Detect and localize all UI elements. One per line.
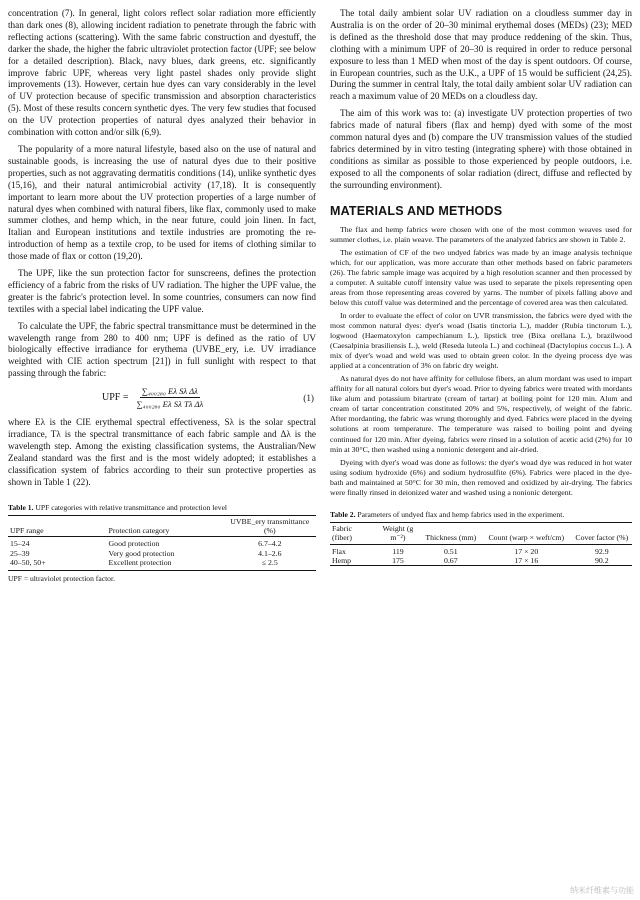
upf-categories-table — [8, 515, 316, 571]
table-cell: 15–24 — [10, 539, 30, 549]
table-caption — [330, 510, 632, 519]
equation-lhs: UPF = — [102, 392, 129, 404]
column-header: UVBE_ery transmittance (%) — [230, 517, 310, 536]
table-caption-text: Parameters of undyed flax and hemp fabrics used in the experiment. — [355, 509, 565, 519]
methods-paragraph: Dyeing with dyer's woad was done as follows: the dyer's woad dye was reduced in hot water using sodium hydroxide (6%) and sodium hydrosulfite (6%). Fabrics were placed in the dye-bath and maintained at 50°C for 30 min, then removed and oxidized by air-drying. The fabrics were finally rinsed in deionized water and washed using a nonionic detergent. — [330, 457, 632, 497]
table-caption-label: Table 2. — [330, 509, 356, 519]
table-cell: 0.51 — [443, 546, 458, 556]
left-column — [8, 8, 316, 583]
table-cell: 17 × 16 — [514, 556, 539, 566]
body-paragraph: The aim of this work was to: (a) investigate UV protection properties of two fabrics made of natural fibers (flax and hemp) dyed with some of the most common natural dyes and (b) compare the UV transmission values of the studied fabrics determined by in vitro testing (integrating sphere) with those obtained in conditions as similar as possible to those experienced by people outdoors, i.e. exposed to all the components of solar radiation (direct, diffuse and reflected by the surrounding environment). — [330, 108, 632, 190]
body-paragraph: To calculate the UPF, the fabric spectral transmittance must be determined in the wavelength range from 280 to 400 nm; UPF is defined as the ratio of UV biologically effective irradiance for erythema (UVBE_ery, i.e. UV irradiance weighted with CIE action spectrum [21]) in full sunlight with respect to that passing through the fabric: — [8, 320, 316, 379]
column-header: Thickness (mm) — [425, 533, 477, 543]
table-cell: Good protection — [108, 539, 160, 549]
column-header: Count (warp × weft/cm) — [488, 533, 565, 543]
table-cell: 4.1–2.6 — [258, 548, 282, 558]
body-paragraph: The UPF, like the sun protection factor for sunscreens, defines the protection efficiency of a fabric from the risks of UV radiation. The higher the UPF value, the greater is the fabric's protection level. In some countries, consumers can now find textiles with a special label indicating the UPF value. — [8, 268, 316, 314]
equation-body — [102, 386, 205, 409]
table-row — [330, 556, 632, 566]
table-row — [8, 558, 316, 570]
table-cell: 90.2 — [594, 556, 609, 566]
table-cell: 17 × 20 — [514, 546, 539, 556]
table-1 — [8, 503, 316, 583]
section-heading: MATERIALS AND METHODS — [330, 203, 503, 218]
table-header-row — [330, 523, 632, 544]
table-cell: Hemp — [332, 556, 352, 566]
right-column — [330, 8, 632, 566]
table-cell: 92.9 — [594, 546, 609, 556]
body-paragraph: concentration (7). In general, light colors reflect solar radiation more efficiently than dark ones (8), allowing incident radiation to penetrate through the fabric with reflecting actions (scattering). With the same fabric construction and dyestuff, the darker the shade, the higher the fabric ultraviolet protection factor (UPF; see below for a detailed description). Black, navy blues, dark greens, etc. significantly improve fabric UPF, whereas very light pastel shades only provide slight improvements (13). However, certain hue dyes can vary considerably in the level of UV protection because of specific transmission and absorption characteristics (5). Most of these results concern synthetic dyes. The very few studies that focused on the UV protection properties of natural dyes analyzed their behavior in combination with cotton and/or silk (6,9). — [8, 8, 316, 138]
equation-numerator: ∑₄₀₀₂₈₀ Eλ Sλ Δλ — [141, 386, 198, 397]
table-cell: 119 — [392, 546, 404, 556]
table-header-row — [8, 516, 316, 537]
watermark: 纳米纤维素与功能 — [570, 886, 634, 895]
table-row — [8, 549, 316, 558]
table-row — [8, 537, 316, 549]
equation-denominator: ∑₄₀₀₂₈₀ Eλ Sλ Tλ Δλ — [136, 399, 204, 410]
methods-paragraph: The flax and hemp fabrics were chosen with one of the most common weaves used for summer clothes, i.e. plain weave. The parameters of the analyzed fabrics are shown in Table 2. — [330, 224, 632, 244]
table-cell: ≤ 2.5 — [261, 558, 278, 568]
table-caption-text: UPF categories with relative transmittance and protection level — [33, 502, 228, 512]
body-paragraph: where Eλ is the CIE erythemal spectral effectiveness, Sλ is the solar spectral irradiance, Tλ is the spectral transmittance of each fabric sample and Δλ is the wavelength step. Among the existing classification systems, the Australian/New Zealand standard was the first and is the most widely adopted; it establishes a classification system of fabrics according to their sun protective properties as shown in Table 1 (22). — [8, 417, 316, 487]
column-header: Cover factor (%) — [575, 533, 629, 543]
column-header: Weight (g m⁻²) — [382, 524, 414, 543]
body-paragraph: The total daily ambient solar UV radiation on a cloudless summer day in Australia is on the order of 20–30 minimal erythemal doses (MEDs) (23); MED is defined as the threshold dose that may produce reddening of the skin. Thus, clothing with a minimum UPF of 20–30 is required in order to reduce personal exposure to less than 1 MED when most of the day is spent outdoors. Of course, in European countries, such as the U.K., a UPF of 15 would be sufficient (24,25). During the summer in central Italy, the total daily ambient solar UV radiation can reach a maximum value of 20 MEDs on a cloudless day. — [330, 8, 632, 102]
methods-paragraph: The estimation of CF of the two undyed fabrics was made by an image analysis technique which, for our application, was more accurate than other methods based on fabric parameters (26). The fabric sample image was acquired by a high resolution scanner and then processed by a computer. A suitable cutoff intensity value was used to separate the pixels representing open areas from those representing areas covered by yarns. The number of pixels falling above and below this cutoff value was determined and the percentage of covered area was then calculated. — [330, 247, 632, 307]
column-header: Fabric (fiber) — [332, 524, 352, 543]
upf-equation — [8, 386, 316, 409]
table-cell: 0.67 — [443, 556, 458, 566]
body-paragraph: The popularity of a more natural lifestyle, based also on the use of natural and sustainable goods, is increasing the use of natural dyes due to their positive properties, such as not aggravating dermatitis conditions (14), unlike synthetic dyes (15,16), and their natural antimicrobial activity (17,18). It is consequently important to learn more about the UV protection properties of a large number of natural dyes when combined with natural fibers, like flax, commonly used to make summer clothes, and hemp which, in the near future, could join linen. In fact, Italian and European institutions and textile industries are promoting the re-introduction of hemp as a textile crop, to be used for items of clothing similar to those made of flax or cotton (19,20). — [8, 143, 316, 262]
column-header: UPF range — [10, 526, 44, 536]
table-cell: 40–50, 50+ — [10, 558, 46, 568]
table-cell: 6.7–4.2 — [258, 539, 282, 549]
table-footnote: UPF = ultraviolet protection factor. — [8, 573, 115, 583]
table-caption — [8, 503, 316, 512]
table-cell: Excellent protection — [108, 558, 172, 568]
table-cell: 175 — [392, 556, 404, 566]
table-cell: Very good protection — [108, 548, 175, 558]
table-2 — [330, 510, 632, 567]
table-caption-label: Table 1. — [8, 502, 34, 512]
table-cell: 25–39 — [10, 548, 30, 558]
fabric-parameters-table — [330, 522, 632, 566]
table-cell: Flax — [332, 546, 346, 556]
table-row — [330, 544, 632, 556]
equation-fraction — [134, 386, 205, 409]
equation-number: (1) — [303, 392, 314, 403]
methods-paragraph: In order to evaluate the effect of color on UVR transmission, the fabrics were dyed with the most common natural dyes: dyer's woad (Isatis tinctoria L.), madder (Rubia tinctorum L.), logwood (Haematoxylon campechianum L.), lipstick tree (Bixa orellana L.), brazilwood (Caesalpinia brasiliensis L.), weld (Reseda luteola L.) and cochineal (Dactylopius coccus L.). A mix of dyer's woad and weld was used to obtain green color. In the dyeing process dye was applied at a concentration of 3% on fabric dry weight. — [330, 310, 632, 371]
column-header: Protection category — [108, 526, 170, 536]
methods-paragraph: As natural dyes do not have affinity for cellulose fibers, an alum mordant was used to impart affinity for all natural colors but dyer's woad. Prior to dyeing fabrics were treated with mordants like alum and potassium bitartrate (cream of tartar) at boiling point for 120 min. Alum and cream of tartar concentration constituted 20% and 5%, respectively, of weight of the fabric. After mordanting, the fabric was wrung thoroughly and dyed. Fabrics were placed in the dyeing solutions at room temperature. The temperature was raised to boiling point and dyeing continued for 120 min. After dyeing, fabrics were rinsed in a solution of acetic acid (2%) for 10 min at 30°C, then washed using a nonionic detergent and air-dried. — [330, 374, 632, 454]
